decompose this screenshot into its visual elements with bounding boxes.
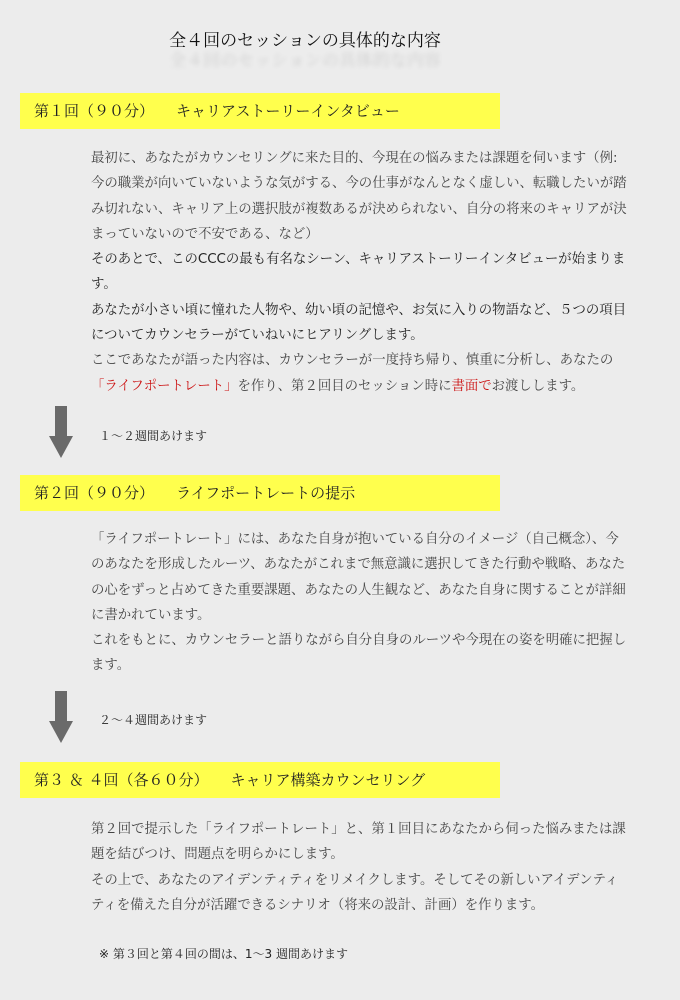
life-portrait-highlight: 「ライフポートレート」 [91, 378, 238, 394]
session-1-paragraph-3: あなたが小さい頃に憧れた人物や、幼い頃の記憶や、お気に入りの物語など、５つの項目についてカウンセラーがていねいにヒアリングします。 [91, 302, 627, 344]
down-arrow-icon [49, 691, 73, 743]
in-writing-highlight: 書面で [451, 378, 492, 394]
session-3-4-paragraph-1: 第２回で提示した「ライフポートレート」と、第１回目にあなたから伺った悩みまたは課題を結びつけ、問題点を明らかにします。 [91, 822, 626, 863]
session-1-number: 第１回（９０分） [34, 102, 155, 120]
session-3-4-title: キャリア構築カウンセリング [230, 771, 426, 789]
session-2-number: 第２回（９０分） [34, 484, 155, 502]
interval-note: ※ 第３回と第４回の間は、1〜3 週間あけます [99, 947, 348, 961]
session-1-p4-after: お渡しします。 [491, 378, 585, 394]
session-1-paragraph-2: そのあとで、このCCCの最も有名なシーン、キャリアストーリーインタビューが始まります。 [91, 252, 626, 293]
session-3-4-header [20, 762, 500, 798]
session-2-body [91, 527, 631, 679]
session-2-paragraph-2: これをもとに、カウンセラーと語りながら自分自身のルーツや今現在の姿を明確に把握します。 [91, 633, 627, 674]
session-1-paragraph-1: 最初に、あなたがカウンセリングに来た目的、今現在の悩みまたは課題を伺います（例: 今の職業が向いていないような気がする、今の仕事がなんとなく虚しい、転職したいが踏み切れない、キャリア上の選択肢が複数あるが決められない、自分の将来のキャリアが決まっていないので不安である、など） [91, 151, 631, 242]
session-2-paragraph-1: 「ライフポートレート」には、あなた自身が抱いている自分のイメージ（自己概念）、今のあなたを形成したルーツ、あなたがこれまで無意識に選択してきた行動や戦略、あなたの心をずっと占めてきた重要課題、あなたの人生観など、あなた自身に関することが詳細に書かれています。 [91, 532, 626, 623]
session-3-4-paragraph-2: その上で、あなたのアイデンティティをリメイクします。そしてその新しいアイデンティティを備えた自分が活躍できるシナリオ（将来の設計、計画）を作ります。 [91, 872, 619, 913]
session-1-p4-before: ここであなたが語った内容は、カウンセラーが一度持ち帰り、慎重に分析し、あなたの [91, 353, 614, 369]
session-1-header [20, 93, 500, 129]
session-3-4-body [91, 817, 631, 918]
interval-1-label: １〜２週間あけます [99, 429, 208, 443]
session-2-header [20, 475, 500, 511]
session-2-title: ライフポートレートの提示 [176, 484, 356, 502]
session-1-body [91, 146, 631, 399]
page-title: 全４回のセッションの具体的な内容 [169, 31, 441, 51]
down-arrow-icon [49, 406, 73, 458]
interval-2-label: ２〜４週間あけます [99, 713, 208, 727]
session-1-paragraph-4 [91, 348, 631, 399]
session-1-p4-middle: を作り、第２回目のセッション時に [237, 378, 452, 394]
session-1-title: キャリアストーリーインタビュー [176, 102, 400, 120]
session-3-4-number: 第３ ＆ ４回（各６０分） [34, 771, 209, 789]
